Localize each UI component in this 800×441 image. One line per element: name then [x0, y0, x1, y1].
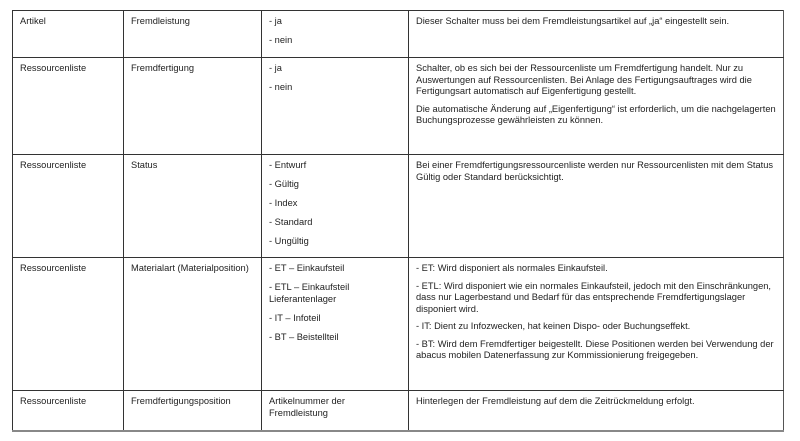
- description-paragraph: Bei einer Fremdfertigungsressourcenliste werden nur Ressourcenlisten mit dem Status Gültig oder Standard berücksichtigt.: [416, 160, 774, 182]
- description-cell: [409, 58, 784, 155]
- object-cell: [13, 155, 124, 258]
- field-cell: [124, 58, 262, 155]
- field-cell: [124, 11, 262, 58]
- description-paragraph: Schalter, ob es sich bei der Ressourcenliste um Fremdfertigung handelt. Nur zu Auswertungen auf Ressourcenlisten. Bei Anlage des Fertigungsauftrages wird die Fertigungsart automatisch auf Eigenfertigung gestellt.: [416, 63, 752, 96]
- option-item: - Ungültig: [269, 236, 309, 246]
- description-cell: [409, 391, 784, 432]
- field-label: Fremdfertigungsposition: [131, 396, 231, 406]
- description-cell: [409, 258, 784, 391]
- description-cell: [409, 155, 784, 258]
- table-row: [13, 258, 784, 391]
- settings-table: [12, 10, 784, 432]
- option-item: - Standard: [269, 217, 313, 227]
- object-cell: [13, 58, 124, 155]
- field-label: Status: [131, 160, 158, 170]
- option-item: - IT – Infoteil: [269, 312, 321, 323]
- option-item: - Index: [269, 198, 298, 208]
- option-item: - ET – Einkaufsteil: [269, 263, 345, 273]
- option-item: - ja: [269, 16, 282, 26]
- options-cell: [262, 391, 409, 432]
- object-cell: [13, 391, 124, 432]
- field-label: Materialart (Materialposition): [131, 263, 249, 273]
- options-cell: [262, 155, 409, 258]
- object-cell: [13, 11, 124, 58]
- description-cell: [409, 11, 784, 58]
- option-item: - ja: [269, 63, 282, 73]
- description-paragraph: - ET: Wird disponiert als normales Einkaufsteil.: [416, 263, 608, 273]
- field-cell: [124, 258, 262, 391]
- option-item: - BT – Beistellteil: [269, 331, 339, 342]
- option-item: - nein: [269, 35, 293, 45]
- object-cell: [13, 258, 124, 391]
- object-label: Ressourcenliste: [20, 160, 87, 170]
- option-item: Artikelnummer der Fremdleistung: [269, 396, 345, 418]
- option-item: - Gültig: [269, 179, 299, 189]
- description-paragraph: Die automatische Änderung auf „Eigenfertigung“ ist erforderlich, um die nachgelagerten Buchungsprozesse gewährleisten zu können.: [416, 103, 776, 125]
- description-paragraph: - BT: Wird dem Fremdfertiger beigestellt. Diese Positionen werden bei Verwendung der abacus mobilen Datenerfassung zur Kommissionierung freigegeben.: [416, 338, 774, 360]
- option-item: - ETL – Einkaufsteil Lieferantenlager: [269, 282, 350, 304]
- table-row: [13, 11, 784, 58]
- field-label: Fremdfertigung: [131, 63, 195, 73]
- object-label: Ressourcenliste: [20, 396, 87, 406]
- object-label: Artikel: [20, 16, 46, 26]
- field-cell: [124, 391, 262, 432]
- description-paragraph: Hinterlegen der Fremdleistung auf dem die Zeitrückmeldung erfolgt.: [416, 396, 695, 406]
- description-paragraph: Dieser Schalter muss bei dem Fremdleistungsartikel auf „ja“ eingestellt sein.: [416, 16, 730, 26]
- table-row: [13, 391, 784, 432]
- options-cell: [262, 11, 409, 58]
- options-cell: [262, 258, 409, 391]
- option-item: - nein: [269, 82, 293, 92]
- object-label: Ressourcenliste: [20, 263, 87, 273]
- table-row: [13, 155, 784, 258]
- field-cell: [124, 155, 262, 258]
- description-paragraph: - IT: Dient zu Infozwecken, hat keinen Dispo- oder Buchungseffekt.: [416, 321, 691, 331]
- options-cell: [262, 58, 409, 155]
- table-row: [13, 58, 784, 155]
- object-label: Ressourcenliste: [20, 63, 87, 73]
- field-label: Fremdleistung: [131, 16, 190, 26]
- option-item: - Entwurf: [269, 160, 307, 170]
- description-paragraph: - ETL: Wird disponiert wie ein normales Einkaufsteil, jedoch mit den Einschränkungen, dass nur Lagerbestand und Bedarf für das entsprechende Fremdfertigungslager disponiert wird.: [416, 280, 772, 314]
